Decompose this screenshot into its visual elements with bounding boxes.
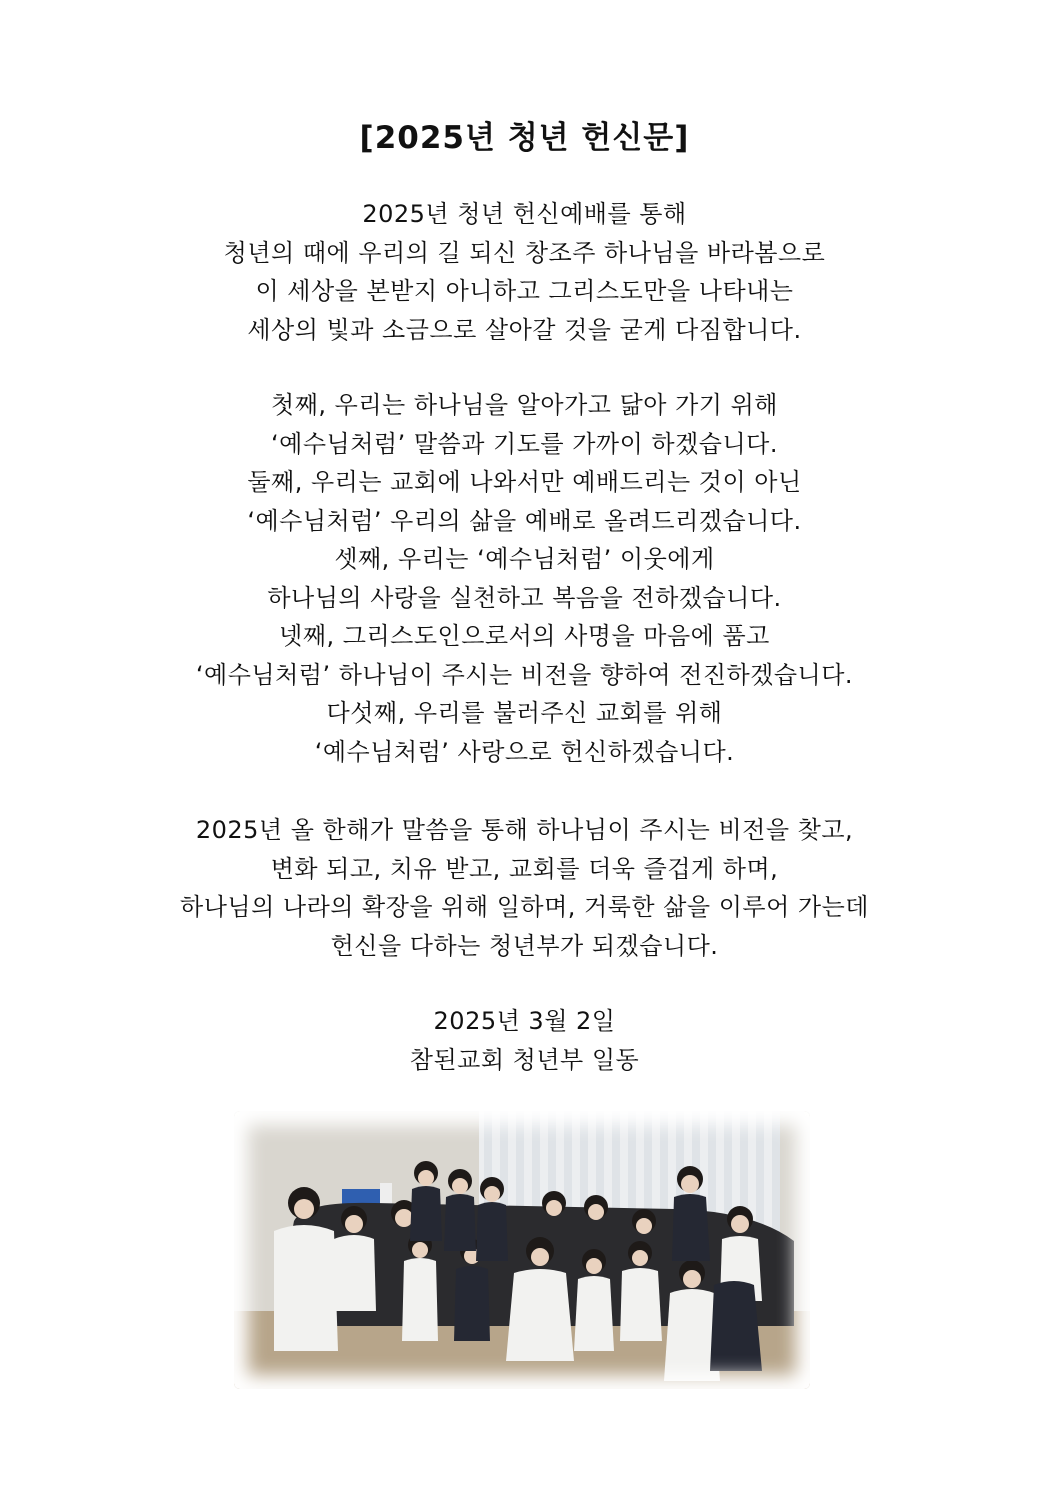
pledge-line: 둘째, 우리는 교회에 나와서만 예배드리는 것이 아닌 — [247, 468, 802, 496]
pledge-line: 다섯째, 우리를 불러주신 교회를 위해 — [326, 699, 723, 727]
closing-paragraph — [0, 811, 1049, 965]
pledge-line: ‘예수님처럼’ 하나님이 주시는 비전을 향하여 전진하겠습니다. — [195, 660, 854, 689]
group-photo-illustration — [234, 1111, 810, 1389]
closing-line: 헌신을 다하는 청년부가 되겠습니다. — [330, 931, 719, 960]
closing-line: 변화 되고, 치유 받고, 교회를 더욱 즐겁게 하며, — [270, 854, 779, 883]
pledge-line: 셋째, 우리는 ‘예수님처럼’ 이웃에게 — [334, 545, 715, 573]
pledges-paragraph — [0, 386, 1049, 771]
pledge-line: ‘예수님처럼’ 말씀과 기도를 가까이 하겠습니다. — [271, 429, 778, 458]
document-title: [2025년 청년 헌신문] — [359, 120, 690, 156]
intro-line: 2025년 청년 헌신예배를 통해 — [362, 200, 687, 228]
pledge-line: 하나님의 사랑을 실천하고 복음을 전하겠습니다. — [267, 583, 782, 612]
closing-line: 하나님의 나라의 확장을 위해 일하며, 거룩한 삶을 이루어 가는데 — [180, 893, 869, 921]
date-line: 2025년 3월 2일 — [433, 1007, 616, 1035]
intro-line: 청년의 때에 우리의 길 되신 창조주 하나님을 바라봄으로 — [223, 238, 826, 267]
pledge-line: 넷째, 그리스도인으로서의 사명을 마음에 품고 — [279, 622, 770, 650]
signature-block — [0, 1002, 1049, 1079]
intro-line: 세상의 빛과 소금으로 살아갈 것을 굳게 다짐합니다. — [247, 315, 802, 344]
group-photo — [234, 1111, 810, 1389]
pledge-line: ‘예수님처럼’ 사랑으로 헌신하겠습니다. — [314, 737, 735, 766]
closing-line: 2025년 올 한해가 말씀을 통해 하나님이 주시는 비전을 찾고, — [195, 816, 854, 844]
pledge-line: ‘예수님처럼’ 우리의 삶을 예배로 올려드리겠습니다. — [247, 506, 802, 535]
intro-paragraph — [0, 195, 1049, 349]
pledge-line: 첫째, 우리는 하나님을 알아가고 닮아 가기 위해 — [271, 391, 778, 419]
signature-line: 참된교회 청년부 일동 — [409, 1045, 640, 1074]
intro-line: 이 세상을 본받지 아니하고 그리스도만을 나타내는 — [255, 277, 794, 305]
